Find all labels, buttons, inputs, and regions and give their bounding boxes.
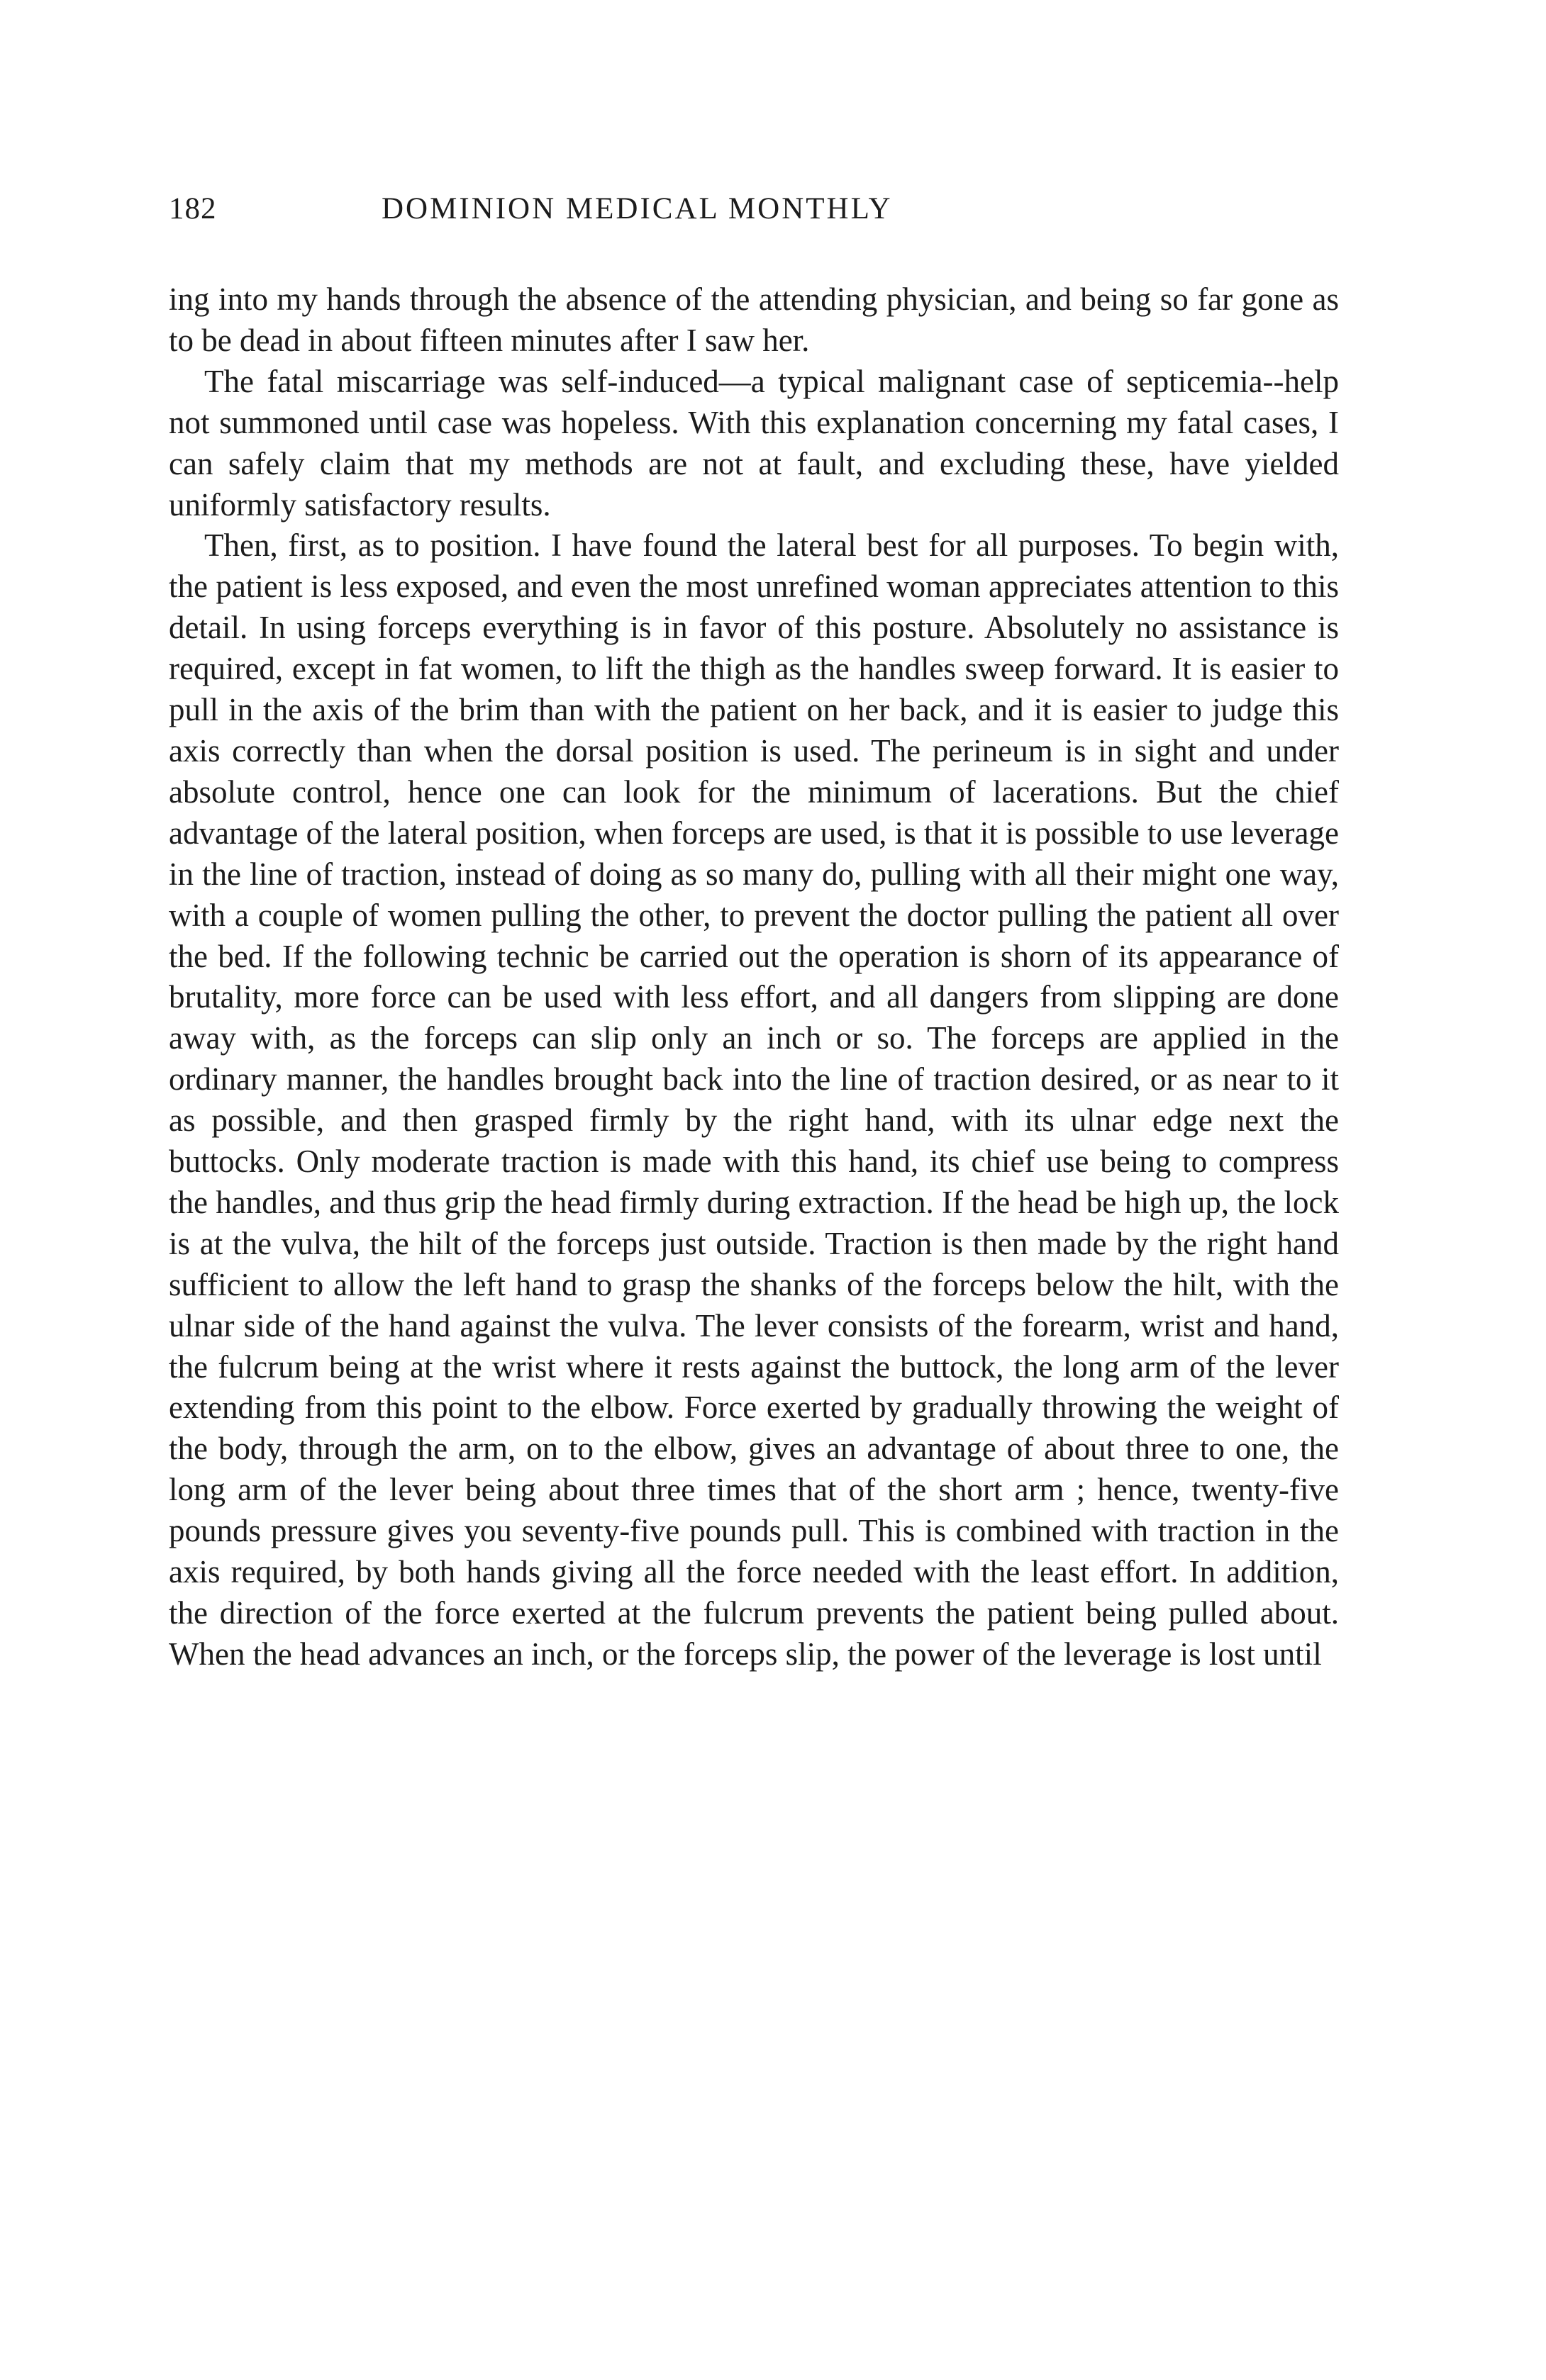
page-number: 182 — [169, 192, 217, 225]
document-page — [169, 191, 1339, 1675]
paragraph-fatal-miscarriage: The fatal miscarriage was self-induced—a typical malignant case of septicemia--help not summoned until case was hopeless. With this explanation concerning my fatal cases, I can safely claim that my methods are not at fault, and excluding these, have yielded uniformly satisfactory results. — [169, 363, 1339, 523]
paragraph-position: Then, first, as to position. I have found the lateral best for all purposes. To begin with, the patient is less exposed, and even the most unrefined woman appreciates attention to this detail. In using forceps everything is in favor of this posture. Absolutely no assistance is required, except in fat women, to lift the thigh as the handles sweep forward. It is easier to pull in the axis of the brim than with the patient on her back, and it is easier to judge this axis correctly than when the dorsal position is used. The perineum is in sight and under absolute control, hence one can look for the minimum of lacerations. But the chief advantage of the lateral position, when forceps are used, is that it is possible to use leverage in the line of traction, instead of doing as so many do, pulling with all their might one way, with a couple of women pulling the other, to prevent the doctor pulling the patient all over the bed. If the following technic be carried out the operation is shorn of its appearance of brutality, more force can be used with less effort, and all dangers from slipping are done away with, as the forceps can slip only an inch or so. The forceps are applied in the ordinary manner, the handles brought back into the line of traction desired, or as near to it as possible, and then grasped firmly by the right hand, with its ulnar edge next the buttocks. Only moderate traction is made with this hand, its chief use being to compress the handles, and thus grip the head firmly during extraction. If the head be high up, the lock is at the vulva, the hilt of the forceps just outside. Traction is then made by the right hand sufficient to allow the left hand to grasp the shanks of the forceps below the hilt, with the ulnar side of the hand against the vulva. The lever consists of the forearm, wrist and hand, the fulcrum being at the wrist where it rests against the buttock, the long arm of the lever extending from this point to the elbow. Force exerted by gradually throwing the weight of the body, through the arm, on to the elbow, gives an advantage of about three to one, the long arm of the lever being about three times that of the short arm ; hence, twenty-five pounds pressure gives you seventy-five pounds pull. This is combined with traction in the axis required, by both hands giving all the force needed with the least effort. In addition, the direction of the force exerted at the fulcrum prevents the patient being pulled about. When the head advances an inch, or the forceps slip, the power of the leverage is lost until — [169, 527, 1339, 1672]
running-head: DOMINION MEDICAL MONTHLY — [382, 192, 893, 225]
body-text — [169, 279, 1339, 1675]
page-header — [169, 191, 1339, 248]
paragraph-continuation: ing into my hands through the absence of the attending physician, and being so far gone as to be dead in about fifteen minutes after I saw her. — [169, 281, 1339, 358]
